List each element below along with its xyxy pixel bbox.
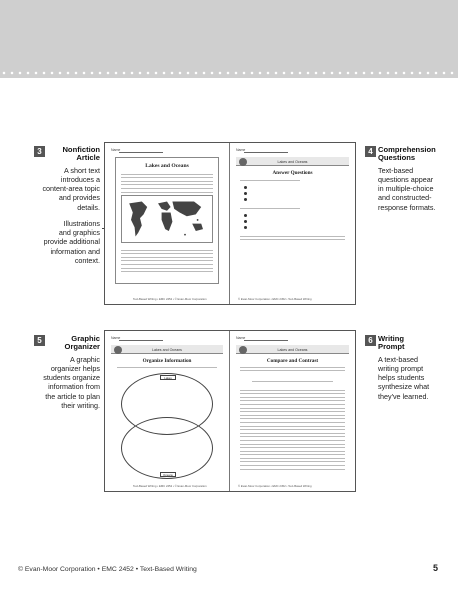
callout-text: information from [48,382,100,392]
callout-text: organizer helps [50,364,100,374]
writing-page [230,331,355,491]
name-label: Name [236,148,246,152]
dotted-border [0,70,458,76]
callout-nonfiction-article [38,146,100,212]
world-map-illustration [121,195,213,243]
callout-comprehension-questions [378,146,450,212]
article-title: Lakes and Oceans [145,163,189,169]
callout-text: details. [77,202,100,212]
callout-text: questions appear [378,175,434,185]
article-text-lines [121,171,213,193]
questions-title: Answer Questions [272,170,313,176]
callout-text: context. [74,255,100,265]
callout-illustrations [26,219,100,265]
book-spread-article [104,142,356,305]
callout-text: synthesize what [378,382,430,392]
callout-title: Comprehension [378,145,436,154]
name-label: Name [111,336,121,340]
callout-text: information and [50,246,100,256]
callout-text: content-area topic [42,184,100,194]
name-line [244,340,288,341]
callout-text: Illustrations [63,219,100,228]
venn-label-bottom: Oceans [160,472,176,477]
book-spread-organizer [104,330,356,492]
writing-title: Compare and Contrast [266,358,319,364]
callout-text: writing prompt [378,364,424,374]
callout-text: and graphics [58,228,100,238]
callout-number-4: 4 [365,146,376,157]
questions-page [230,143,355,304]
callout-number-5: 5 [34,335,45,346]
title-line [252,378,333,382]
callout-text: and provides [58,193,100,203]
question-text-lines [240,205,300,209]
instruction-lines [117,364,217,368]
prompt-lines [240,364,345,371]
callout-text: their writing. [61,400,100,410]
callout-text: Text-based [378,165,414,175]
callout-text: the article to plan [45,391,100,401]
response-lines [240,233,345,240]
answer-bubble [244,226,247,229]
lesson-title: Lakes and Oceans [277,159,308,164]
callout-text: response formats. [378,202,436,212]
organizer-page [105,331,230,491]
callout-text: helps students [378,373,425,383]
name-line [244,152,288,153]
callout-title: Graphic [71,334,100,343]
callout-text: introduces a [60,175,100,185]
lesson-title: Lakes and Oceans [277,347,308,352]
callout-text: and constructed- [378,193,432,203]
answer-bubble [244,198,247,201]
callout-writing-prompt [378,335,450,401]
page-footer-copyright: © Evan-Moor Corporation • EMC 2452 • Text-Based Writing [18,566,197,573]
article-text-lines [121,247,213,272]
page-number: 5 [432,563,438,573]
name-line [119,340,163,341]
name-label: Name [111,148,121,152]
answer-bubble [244,192,247,195]
name-line [119,152,163,153]
callout-text: in multiple-choice [378,184,434,194]
answer-bubble [244,186,247,189]
name-label: Name [236,336,246,340]
callout-number-3: 3 [34,146,45,157]
callout-graphic-organizer [30,335,100,410]
venn-label-top: Lakes [160,375,176,380]
page-footer: Text-Based Writing • EMC 2452 • © Evan-Moor Corporation [133,297,207,301]
callout-text: provide additional [43,237,100,247]
page-footer: © Evan-Moor Corporation • EMC 2452 • Text-Based Writing [238,297,312,301]
callout-text: A short text [64,165,100,175]
venn-circle-bottom [121,417,213,479]
callout-title: Nonfiction [62,145,100,154]
callout-text: A graphic [70,354,100,364]
page-footer: © Evan-Moor Corporation • EMC 2452 • Text-Based Writing [238,484,312,488]
writing-lines [240,387,345,470]
lesson-header-bar [236,345,349,354]
answer-bubble [244,220,247,223]
organizer-title: Organize Information [142,358,192,364]
callout-number-6: 6 [365,335,376,346]
callout-text: students organize [43,373,100,383]
answer-bubble [244,214,247,217]
callout-title: Organizer [64,342,100,352]
callout-title: Prompt [378,342,405,352]
callout-text: they've learned. [378,391,429,401]
header-band [0,0,458,78]
question-text-lines [240,177,300,181]
page-footer: Text-Based Writing • EMC 2452 • © Evan-Moor Corporation [133,484,207,488]
callout-title: Article [76,153,100,163]
lesson-header-bar [111,345,223,354]
article-page [105,143,230,304]
callout-text: A text-based [378,354,418,364]
lesson-header-bar [236,157,349,166]
lesson-title: Lakes and Oceans [152,347,182,352]
callout-title: Writing [378,334,405,343]
callout-title: Questions [378,153,416,163]
